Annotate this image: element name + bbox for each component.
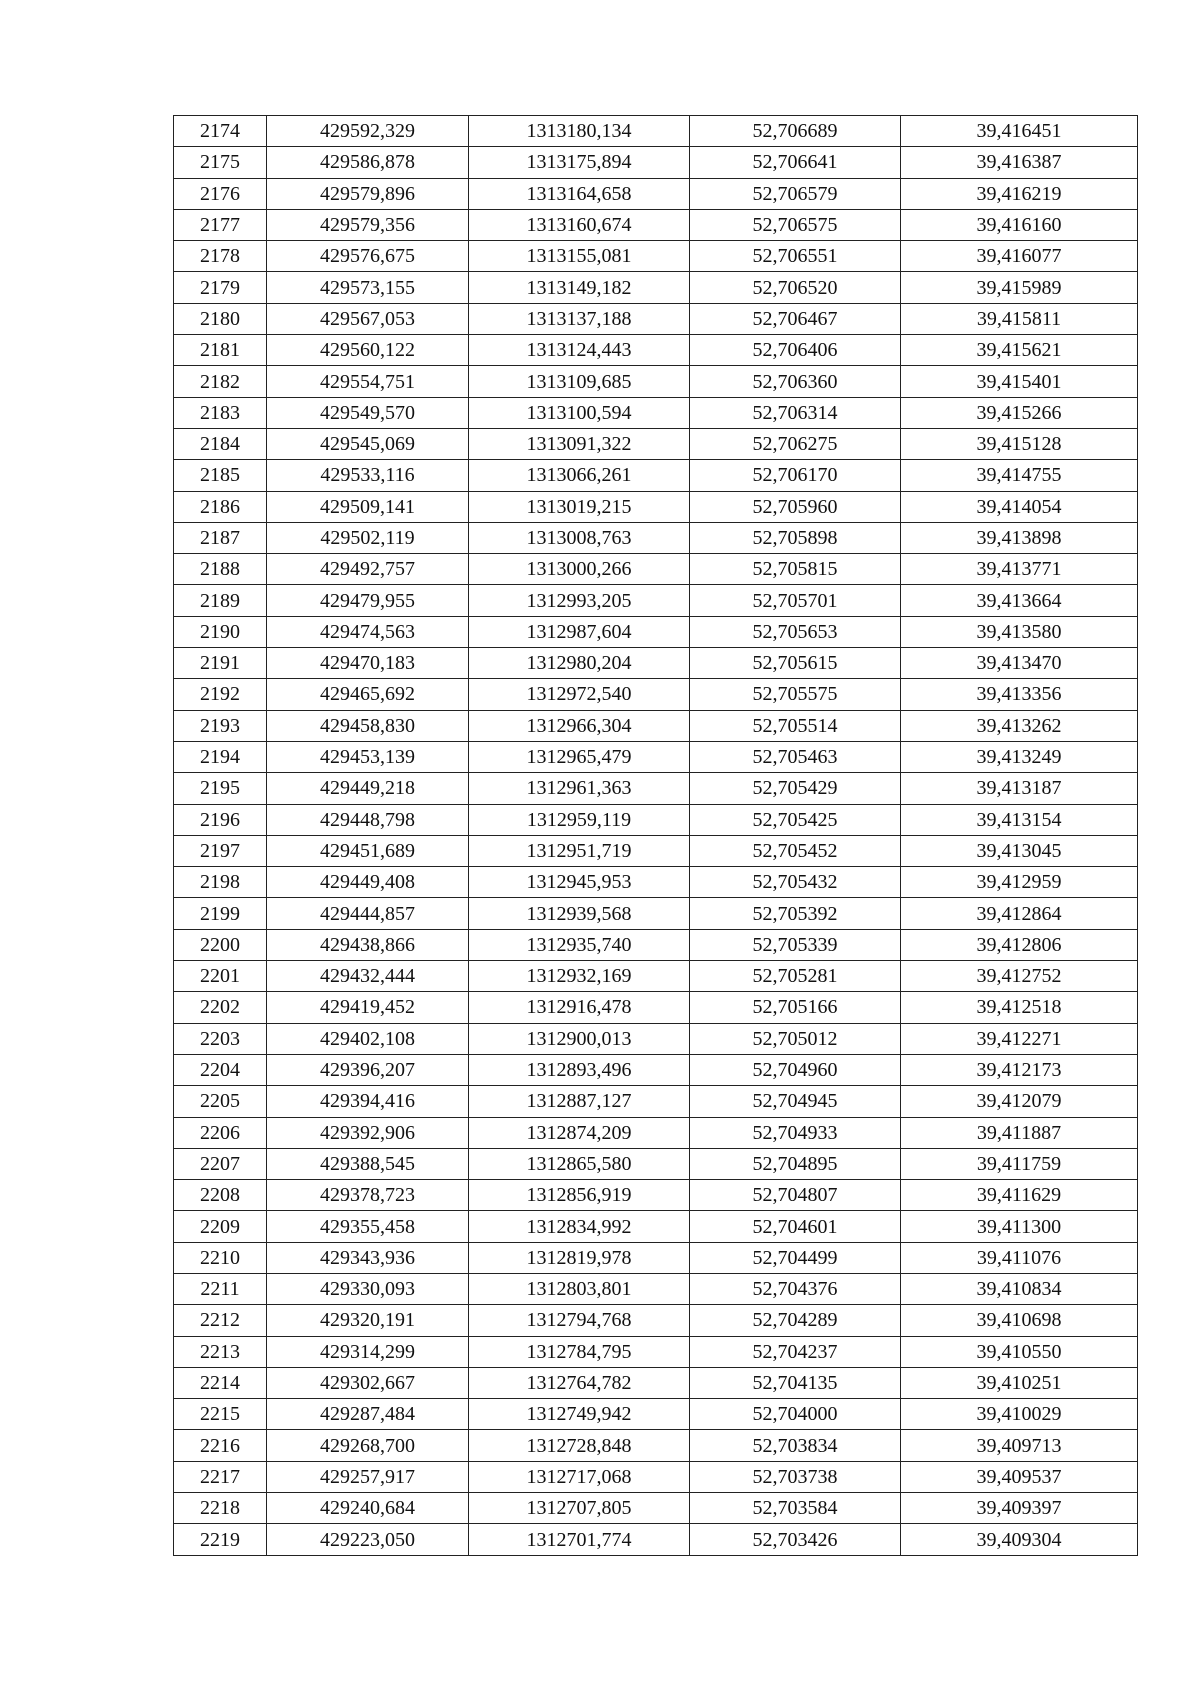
- latitude-cell: 52,703834: [690, 1430, 901, 1461]
- table-row: [174, 1180, 1138, 1211]
- latitude-cell: 52,705429: [690, 773, 901, 804]
- x-coordinate-cell: 429579,896: [267, 178, 469, 209]
- y-coordinate-cell: 1312803,801: [469, 1273, 690, 1304]
- point-number-cell: 2209: [174, 1211, 267, 1242]
- latitude-cell: 52,704960: [690, 1054, 901, 1085]
- x-coordinate-cell: 429549,570: [267, 397, 469, 428]
- point-number-cell: 2194: [174, 741, 267, 772]
- longitude-cell: 39,415128: [901, 428, 1138, 459]
- point-number-cell: 2180: [174, 303, 267, 334]
- latitude-cell: 52,705898: [690, 522, 901, 553]
- y-coordinate-cell: 1312939,568: [469, 898, 690, 929]
- table-row: [174, 804, 1138, 835]
- table-row: [174, 460, 1138, 491]
- x-coordinate-cell: 429396,207: [267, 1054, 469, 1085]
- y-coordinate-cell: 1312987,604: [469, 616, 690, 647]
- point-number-cell: 2182: [174, 366, 267, 397]
- table-row: [174, 1023, 1138, 1054]
- y-coordinate-cell: 1312784,795: [469, 1336, 690, 1367]
- table-row: [174, 1305, 1138, 1336]
- point-number-cell: 2219: [174, 1524, 267, 1555]
- x-coordinate-cell: 429560,122: [267, 335, 469, 366]
- x-coordinate-cell: 429586,878: [267, 147, 469, 178]
- y-coordinate-cell: 1312966,304: [469, 710, 690, 741]
- point-number-cell: 2186: [174, 491, 267, 522]
- table-row: [174, 1117, 1138, 1148]
- longitude-cell: 39,412864: [901, 898, 1138, 929]
- point-number-cell: 2183: [174, 397, 267, 428]
- longitude-cell: 39,410550: [901, 1336, 1138, 1367]
- y-coordinate-cell: 1312887,127: [469, 1086, 690, 1117]
- latitude-cell: 52,704135: [690, 1367, 901, 1398]
- point-number-cell: 2202: [174, 992, 267, 1023]
- longitude-cell: 39,410834: [901, 1273, 1138, 1304]
- y-coordinate-cell: 1313019,215: [469, 491, 690, 522]
- y-coordinate-cell: 1312932,169: [469, 961, 690, 992]
- x-coordinate-cell: 429567,053: [267, 303, 469, 334]
- longitude-cell: 39,416451: [901, 116, 1138, 147]
- x-coordinate-cell: 429314,299: [267, 1336, 469, 1367]
- longitude-cell: 39,412173: [901, 1054, 1138, 1085]
- latitude-cell: 52,705281: [690, 961, 901, 992]
- latitude-cell: 52,704376: [690, 1273, 901, 1304]
- table-row: [174, 1148, 1138, 1179]
- point-number-cell: 2192: [174, 679, 267, 710]
- latitude-cell: 52,705815: [690, 554, 901, 585]
- latitude-cell: 52,705653: [690, 616, 901, 647]
- table-row: [174, 116, 1138, 147]
- point-number-cell: 2210: [174, 1242, 267, 1273]
- y-coordinate-cell: 1312893,496: [469, 1054, 690, 1085]
- y-coordinate-cell: 1312951,719: [469, 835, 690, 866]
- y-coordinate-cell: 1313008,763: [469, 522, 690, 553]
- point-number-cell: 2175: [174, 147, 267, 178]
- point-number-cell: 2214: [174, 1367, 267, 1398]
- x-coordinate-cell: 429257,917: [267, 1461, 469, 1492]
- latitude-cell: 52,706579: [690, 178, 901, 209]
- table-row: [174, 1461, 1138, 1492]
- y-coordinate-cell: 1313100,594: [469, 397, 690, 428]
- point-number-cell: 2206: [174, 1117, 267, 1148]
- longitude-cell: 39,415989: [901, 272, 1138, 303]
- table-row: [174, 147, 1138, 178]
- x-coordinate-cell: 429533,116: [267, 460, 469, 491]
- longitude-cell: 39,415621: [901, 335, 1138, 366]
- table-row: [174, 741, 1138, 772]
- y-coordinate-cell: 1313180,134: [469, 116, 690, 147]
- longitude-cell: 39,415401: [901, 366, 1138, 397]
- point-number-cell: 2178: [174, 241, 267, 272]
- latitude-cell: 52,705452: [690, 835, 901, 866]
- y-coordinate-cell: 1312865,580: [469, 1148, 690, 1179]
- x-coordinate-cell: 429432,444: [267, 961, 469, 992]
- table-row: [174, 992, 1138, 1023]
- x-coordinate-cell: 429474,563: [267, 616, 469, 647]
- point-number-cell: 2187: [174, 522, 267, 553]
- latitude-cell: 52,706360: [690, 366, 901, 397]
- x-coordinate-cell: 429451,689: [267, 835, 469, 866]
- latitude-cell: 52,706641: [690, 147, 901, 178]
- latitude-cell: 52,706689: [690, 116, 901, 147]
- y-coordinate-cell: 1312764,782: [469, 1367, 690, 1398]
- latitude-cell: 52,705463: [690, 741, 901, 772]
- point-number-cell: 2208: [174, 1180, 267, 1211]
- latitude-cell: 52,705615: [690, 648, 901, 679]
- longitude-cell: 39,415266: [901, 397, 1138, 428]
- x-coordinate-cell: 429438,866: [267, 929, 469, 960]
- x-coordinate-cell: 429502,119: [267, 522, 469, 553]
- point-number-cell: 2189: [174, 585, 267, 616]
- table-row: [174, 1367, 1138, 1398]
- longitude-cell: 39,411887: [901, 1117, 1138, 1148]
- table-row: [174, 335, 1138, 366]
- table-row: [174, 648, 1138, 679]
- y-coordinate-cell: 1312874,209: [469, 1117, 690, 1148]
- x-coordinate-cell: 429388,545: [267, 1148, 469, 1179]
- table-row: [174, 241, 1138, 272]
- latitude-cell: 52,705339: [690, 929, 901, 960]
- x-coordinate-cell: 429302,667: [267, 1367, 469, 1398]
- table-row: [174, 1211, 1138, 1242]
- x-coordinate-cell: 429343,936: [267, 1242, 469, 1273]
- latitude-cell: 52,704895: [690, 1148, 901, 1179]
- longitude-cell: 39,411629: [901, 1180, 1138, 1211]
- point-number-cell: 2188: [174, 554, 267, 585]
- coordinates-table-body: [174, 116, 1138, 1556]
- x-coordinate-cell: 429444,857: [267, 898, 469, 929]
- y-coordinate-cell: 1312834,992: [469, 1211, 690, 1242]
- y-coordinate-cell: 1312972,540: [469, 679, 690, 710]
- latitude-cell: 52,706275: [690, 428, 901, 459]
- longitude-cell: 39,413771: [901, 554, 1138, 585]
- longitude-cell: 39,413470: [901, 648, 1138, 679]
- longitude-cell: 39,410698: [901, 1305, 1138, 1336]
- point-number-cell: 2195: [174, 773, 267, 804]
- x-coordinate-cell: 429240,684: [267, 1493, 469, 1524]
- y-coordinate-cell: 1312749,942: [469, 1399, 690, 1430]
- longitude-cell: 39,413045: [901, 835, 1138, 866]
- y-coordinate-cell: 1313160,674: [469, 209, 690, 240]
- x-coordinate-cell: 429287,484: [267, 1399, 469, 1430]
- table-row: [174, 867, 1138, 898]
- longitude-cell: 39,416219: [901, 178, 1138, 209]
- point-number-cell: 2174: [174, 116, 267, 147]
- point-number-cell: 2196: [174, 804, 267, 835]
- longitude-cell: 39,412959: [901, 867, 1138, 898]
- y-coordinate-cell: 1312961,363: [469, 773, 690, 804]
- latitude-cell: 52,704237: [690, 1336, 901, 1367]
- coordinates-table: [173, 115, 1138, 1556]
- latitude-cell: 52,704933: [690, 1117, 901, 1148]
- point-number-cell: 2185: [174, 460, 267, 491]
- x-coordinate-cell: 429268,700: [267, 1430, 469, 1461]
- y-coordinate-cell: 1313175,894: [469, 147, 690, 178]
- latitude-cell: 52,706520: [690, 272, 901, 303]
- longitude-cell: 39,411076: [901, 1242, 1138, 1273]
- x-coordinate-cell: 429545,069: [267, 428, 469, 459]
- y-coordinate-cell: 1313155,081: [469, 241, 690, 272]
- x-coordinate-cell: 429392,906: [267, 1117, 469, 1148]
- latitude-cell: 52,705392: [690, 898, 901, 929]
- point-number-cell: 2203: [174, 1023, 267, 1054]
- latitude-cell: 52,706551: [690, 241, 901, 272]
- x-coordinate-cell: 429458,830: [267, 710, 469, 741]
- latitude-cell: 52,704289: [690, 1305, 901, 1336]
- x-coordinate-cell: 429402,108: [267, 1023, 469, 1054]
- longitude-cell: 39,413249: [901, 741, 1138, 772]
- longitude-cell: 39,409304: [901, 1524, 1138, 1555]
- table-row: [174, 1524, 1138, 1555]
- longitude-cell: 39,415811: [901, 303, 1138, 334]
- y-coordinate-cell: 1312856,919: [469, 1180, 690, 1211]
- latitude-cell: 52,703426: [690, 1524, 901, 1555]
- longitude-cell: 39,412518: [901, 992, 1138, 1023]
- y-coordinate-cell: 1312993,205: [469, 585, 690, 616]
- point-number-cell: 2177: [174, 209, 267, 240]
- longitude-cell: 39,413664: [901, 585, 1138, 616]
- table-row: [174, 522, 1138, 553]
- table-row: [174, 898, 1138, 929]
- x-coordinate-cell: 429449,218: [267, 773, 469, 804]
- point-number-cell: 2215: [174, 1399, 267, 1430]
- table-row: [174, 1430, 1138, 1461]
- longitude-cell: 39,410251: [901, 1367, 1138, 1398]
- x-coordinate-cell: 429573,155: [267, 272, 469, 303]
- point-number-cell: 2181: [174, 335, 267, 366]
- y-coordinate-cell: 1312717,068: [469, 1461, 690, 1492]
- y-coordinate-cell: 1313164,658: [469, 178, 690, 209]
- table-row: [174, 1086, 1138, 1117]
- point-number-cell: 2213: [174, 1336, 267, 1367]
- x-coordinate-cell: 429449,408: [267, 867, 469, 898]
- longitude-cell: 39,409713: [901, 1430, 1138, 1461]
- x-coordinate-cell: 429509,141: [267, 491, 469, 522]
- x-coordinate-cell: 429492,757: [267, 554, 469, 585]
- x-coordinate-cell: 429330,093: [267, 1273, 469, 1304]
- point-number-cell: 2198: [174, 867, 267, 898]
- table-row: [174, 209, 1138, 240]
- latitude-cell: 52,703584: [690, 1493, 901, 1524]
- y-coordinate-cell: 1313124,443: [469, 335, 690, 366]
- point-number-cell: 2199: [174, 898, 267, 929]
- point-number-cell: 2190: [174, 616, 267, 647]
- x-coordinate-cell: 429448,798: [267, 804, 469, 835]
- x-coordinate-cell: 429223,050: [267, 1524, 469, 1555]
- x-coordinate-cell: 429579,356: [267, 209, 469, 240]
- point-number-cell: 2211: [174, 1273, 267, 1304]
- x-coordinate-cell: 429465,692: [267, 679, 469, 710]
- latitude-cell: 52,705012: [690, 1023, 901, 1054]
- latitude-cell: 52,704601: [690, 1211, 901, 1242]
- x-coordinate-cell: 429394,416: [267, 1086, 469, 1117]
- table-row: [174, 1054, 1138, 1085]
- point-number-cell: 2212: [174, 1305, 267, 1336]
- longitude-cell: 39,412271: [901, 1023, 1138, 1054]
- point-number-cell: 2201: [174, 961, 267, 992]
- x-coordinate-cell: 429355,458: [267, 1211, 469, 1242]
- table-row: [174, 1242, 1138, 1273]
- point-number-cell: 2184: [174, 428, 267, 459]
- table-row: [174, 397, 1138, 428]
- y-coordinate-cell: 1312935,740: [469, 929, 690, 960]
- table-row: [174, 366, 1138, 397]
- point-number-cell: 2200: [174, 929, 267, 960]
- x-coordinate-cell: 429592,329: [267, 116, 469, 147]
- table-row: [174, 585, 1138, 616]
- table-row: [174, 1493, 1138, 1524]
- x-coordinate-cell: 429419,452: [267, 992, 469, 1023]
- latitude-cell: 52,705432: [690, 867, 901, 898]
- y-coordinate-cell: 1312819,978: [469, 1242, 690, 1273]
- table-row: [174, 773, 1138, 804]
- latitude-cell: 52,705514: [690, 710, 901, 741]
- latitude-cell: 52,705425: [690, 804, 901, 835]
- longitude-cell: 39,412752: [901, 961, 1138, 992]
- latitude-cell: 52,703738: [690, 1461, 901, 1492]
- table-row: [174, 961, 1138, 992]
- y-coordinate-cell: 1312900,013: [469, 1023, 690, 1054]
- latitude-cell: 52,705701: [690, 585, 901, 616]
- y-coordinate-cell: 1313066,261: [469, 460, 690, 491]
- latitude-cell: 52,705166: [690, 992, 901, 1023]
- x-coordinate-cell: 429554,751: [267, 366, 469, 397]
- table-row: [174, 1336, 1138, 1367]
- point-number-cell: 2193: [174, 710, 267, 741]
- y-coordinate-cell: 1312980,204: [469, 648, 690, 679]
- latitude-cell: 52,704945: [690, 1086, 901, 1117]
- longitude-cell: 39,411300: [901, 1211, 1138, 1242]
- y-coordinate-cell: 1313137,188: [469, 303, 690, 334]
- table-row: [174, 1273, 1138, 1304]
- point-number-cell: 2197: [174, 835, 267, 866]
- latitude-cell: 52,706170: [690, 460, 901, 491]
- longitude-cell: 39,409537: [901, 1461, 1138, 1492]
- longitude-cell: 39,416077: [901, 241, 1138, 272]
- longitude-cell: 39,410029: [901, 1399, 1138, 1430]
- table-row: [174, 272, 1138, 303]
- y-coordinate-cell: 1313091,322: [469, 428, 690, 459]
- longitude-cell: 39,412079: [901, 1086, 1138, 1117]
- latitude-cell: 52,705960: [690, 491, 901, 522]
- longitude-cell: 39,413154: [901, 804, 1138, 835]
- longitude-cell: 39,411759: [901, 1148, 1138, 1179]
- point-number-cell: 2217: [174, 1461, 267, 1492]
- longitude-cell: 39,413580: [901, 616, 1138, 647]
- table-row: [174, 929, 1138, 960]
- point-number-cell: 2216: [174, 1430, 267, 1461]
- latitude-cell: 52,706467: [690, 303, 901, 334]
- latitude-cell: 52,706406: [690, 335, 901, 366]
- y-coordinate-cell: 1312916,478: [469, 992, 690, 1023]
- table-row: [174, 491, 1138, 522]
- table-row: [174, 178, 1138, 209]
- y-coordinate-cell: 1312965,479: [469, 741, 690, 772]
- y-coordinate-cell: 1313000,266: [469, 554, 690, 585]
- longitude-cell: 39,413898: [901, 522, 1138, 553]
- point-number-cell: 2207: [174, 1148, 267, 1179]
- x-coordinate-cell: 429479,955: [267, 585, 469, 616]
- table-row: [174, 1399, 1138, 1430]
- table-row: [174, 303, 1138, 334]
- longitude-cell: 39,413187: [901, 773, 1138, 804]
- longitude-cell: 39,414054: [901, 491, 1138, 522]
- longitude-cell: 39,413356: [901, 679, 1138, 710]
- longitude-cell: 39,416387: [901, 147, 1138, 178]
- point-number-cell: 2176: [174, 178, 267, 209]
- table-row: [174, 554, 1138, 585]
- y-coordinate-cell: 1313149,182: [469, 272, 690, 303]
- longitude-cell: 39,412806: [901, 929, 1138, 960]
- y-coordinate-cell: 1312707,805: [469, 1493, 690, 1524]
- table-row: [174, 616, 1138, 647]
- point-number-cell: 2179: [174, 272, 267, 303]
- table-row: [174, 835, 1138, 866]
- y-coordinate-cell: 1312945,953: [469, 867, 690, 898]
- longitude-cell: 39,416160: [901, 209, 1138, 240]
- x-coordinate-cell: 429576,675: [267, 241, 469, 272]
- table-row: [174, 428, 1138, 459]
- y-coordinate-cell: 1312728,848: [469, 1430, 690, 1461]
- y-coordinate-cell: 1312701,774: [469, 1524, 690, 1555]
- latitude-cell: 52,704499: [690, 1242, 901, 1273]
- latitude-cell: 52,704807: [690, 1180, 901, 1211]
- table-row: [174, 679, 1138, 710]
- x-coordinate-cell: 429453,139: [267, 741, 469, 772]
- latitude-cell: 52,704000: [690, 1399, 901, 1430]
- y-coordinate-cell: 1312794,768: [469, 1305, 690, 1336]
- x-coordinate-cell: 429378,723: [267, 1180, 469, 1211]
- point-number-cell: 2205: [174, 1086, 267, 1117]
- latitude-cell: 52,706575: [690, 209, 901, 240]
- table-row: [174, 710, 1138, 741]
- x-coordinate-cell: 429320,191: [267, 1305, 469, 1336]
- y-coordinate-cell: 1313109,685: [469, 366, 690, 397]
- y-coordinate-cell: 1312959,119: [469, 804, 690, 835]
- point-number-cell: 2191: [174, 648, 267, 679]
- x-coordinate-cell: 429470,183: [267, 648, 469, 679]
- longitude-cell: 39,414755: [901, 460, 1138, 491]
- point-number-cell: 2204: [174, 1054, 267, 1085]
- latitude-cell: 52,706314: [690, 397, 901, 428]
- longitude-cell: 39,413262: [901, 710, 1138, 741]
- latitude-cell: 52,705575: [690, 679, 901, 710]
- longitude-cell: 39,409397: [901, 1493, 1138, 1524]
- point-number-cell: 2218: [174, 1493, 267, 1524]
